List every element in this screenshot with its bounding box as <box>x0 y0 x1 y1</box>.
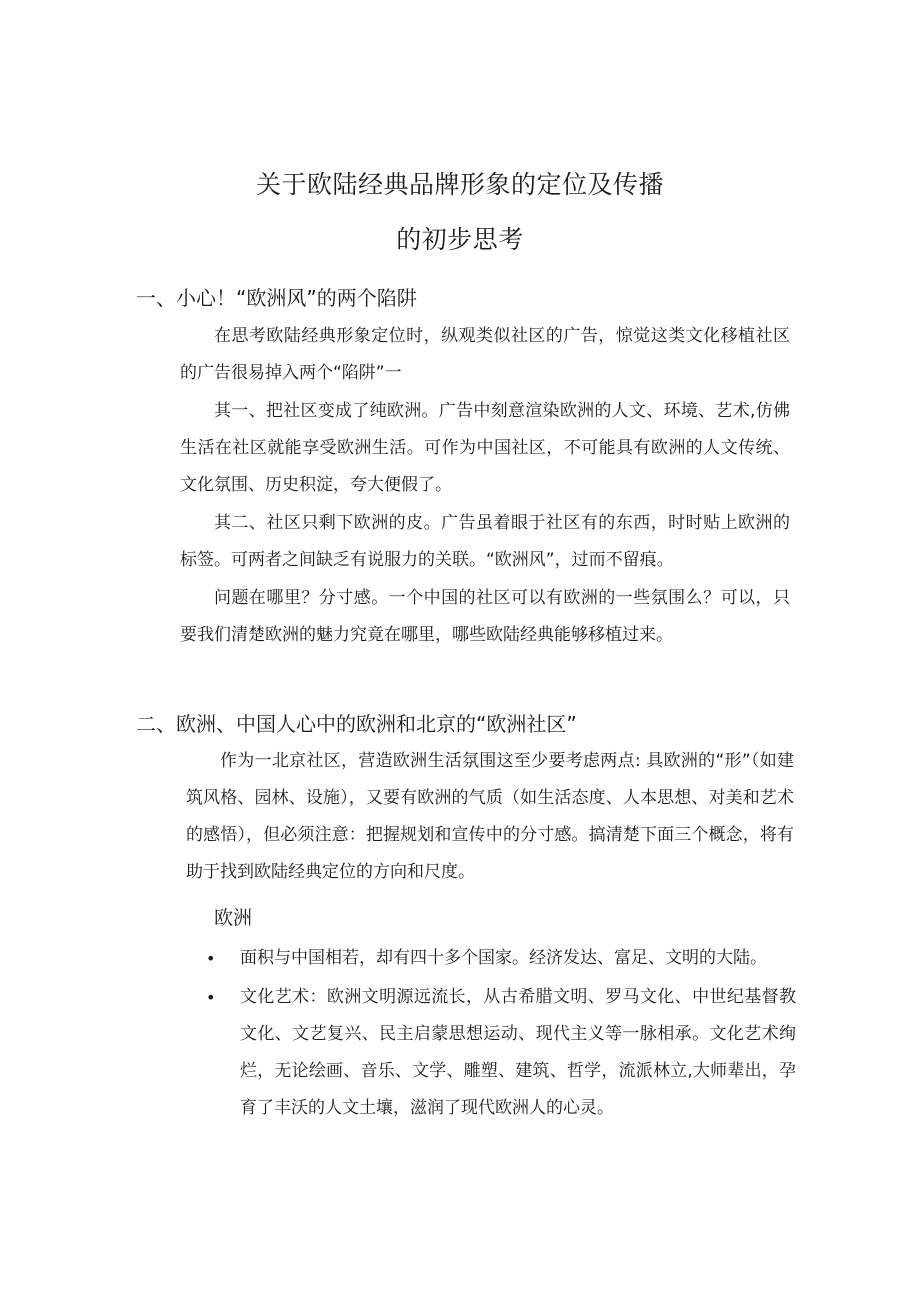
document-subtitle: 的初步思考 <box>396 225 524 254</box>
bullet-item <box>206 979 796 1127</box>
europe-bullet-list <box>206 940 796 1129</box>
document-title: 关于欧陆经典品牌形象的定位及传播 <box>255 170 664 199</box>
bullet-text: 文化艺术：欧洲文明源远流长，从古希腊文明、罗马文化、中世纪基督教文化、文艺复兴、民主启蒙思想运动、现代主义等一脉相承。文化艺术绚烂，无论绘画、音乐、文学、雕塑、建筑、哲学，流派林立,大师辈出，孕育了丰沃的人文土壤，滋润了现代欧洲人的心灵。 <box>240 987 796 1118</box>
section-1-paragraph-intro: 在思考欧陆经典形象定位时，纵观类似社区的广告，惊觉这类文化移植社区的广告很易掉入两个“陷阱”一 <box>180 326 790 383</box>
section-1-paragraph-trap-1: 其一、把社区变成了纯欧洲。广告中刻意渲染欧洲的人文、环境、艺术,仿佛生活在社区就能享受欧洲生活。可作为中国社区，不可能具有欧洲的人文传统、文化氛围、历史积淀，夸大便假了。 <box>180 401 790 495</box>
bullet-dot-icon: • <box>206 949 216 968</box>
subheading-europe: 欧洲 <box>214 907 253 929</box>
section-1-paragraph-trap-2: 其二、社区只剩下欧洲的皮。广告虽着眼于社区有的东西，时时贴上欧洲的标签。可两者之间缺乏有说服力的关联。“欧洲风”，过而不留痕。 <box>180 513 790 570</box>
section-1-heading: 一、小心！“欧洲风”的两个陷阱 <box>136 286 417 310</box>
bullet-text: 面积与中国相若，却有四十多个国家。经济发达、富足、文明的大陆。 <box>240 948 767 968</box>
bullet-dot-icon: • <box>206 988 216 1007</box>
section-2-heading: 二、欧洲、中国人心中的欧洲和北京的“欧洲社区” <box>136 712 577 736</box>
bullet-item <box>206 940 796 977</box>
section-2-paragraph: 作为一北京社区，营造欧洲生活氛围这至少要考虑两点: 具欧洲的“形”（如建筑风格、园林、设施），又要有欧洲的气质（如生活态度、人本思想、对美和艺术的感悟），但必须注意：把握规划和宣传中的分寸感。搞清楚下面三个概念，将有助于找到欧陆经典定位的方向和尺度。 <box>186 751 794 882</box>
section-1-paragraph-question: 问题在哪里？分寸感。一个中国的社区可以有欧洲的一些氛围么？可以，只要我们清楚欧洲的魅力究竟在哪里，哪些欧陆经典能够移植过来。 <box>180 588 790 645</box>
